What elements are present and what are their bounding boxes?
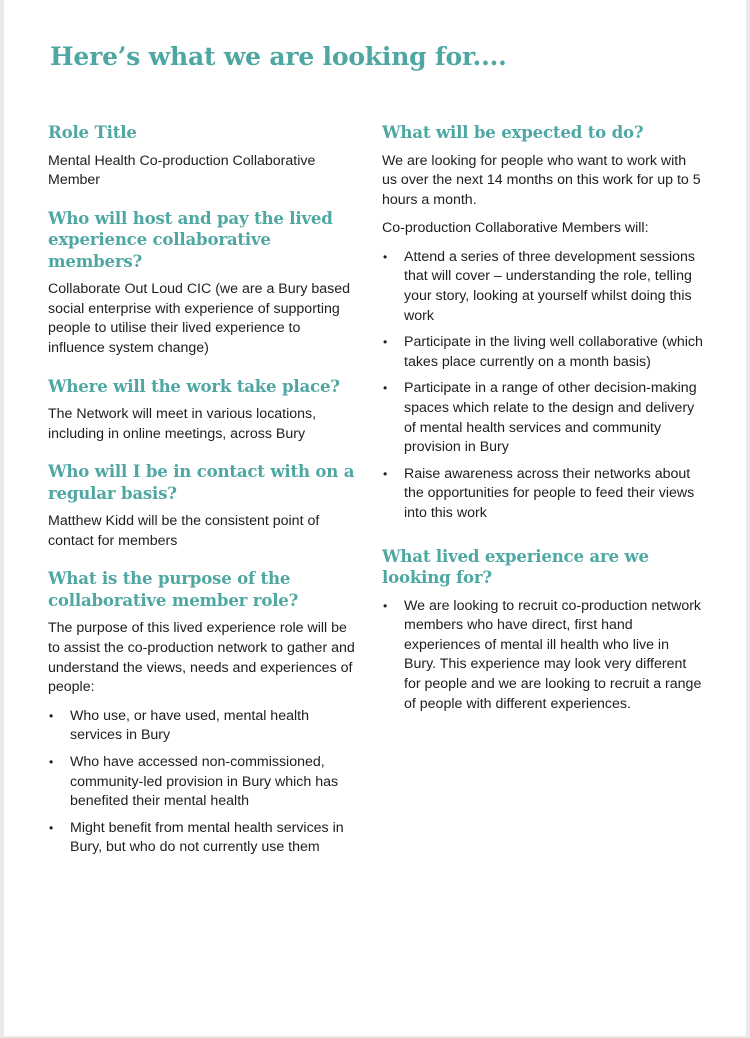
list-item xyxy=(382,597,704,715)
contact-text: Matthew Kidd will be the consistent point of contact for members xyxy=(48,513,320,549)
section-purpose xyxy=(48,568,360,858)
expected-bullet-list xyxy=(382,248,704,524)
list-item xyxy=(382,465,704,524)
expected-text-1: We are looking for people who want to work with us over the next 14 months on this work for up to 5 hours a month. xyxy=(382,152,701,208)
section-lived-experience xyxy=(382,546,704,715)
bullet-icon: • xyxy=(383,335,388,350)
list-item xyxy=(382,333,704,372)
contact-heading: Who will I be in contact with on a regular basis? xyxy=(48,461,355,503)
page-title: Here’s what we are looking for.... xyxy=(50,42,507,71)
list-item xyxy=(382,248,704,326)
bullet-text: Attend a series of three development sessions that will cover – understanding the role, telling your story, looking at yourself whilst doing this work xyxy=(404,248,696,324)
section-expected xyxy=(382,122,704,524)
document-page xyxy=(4,0,746,1036)
bullet-text: Who have accessed non-commissioned, community-led provision in Bury which has benefited their mental health xyxy=(70,754,339,810)
where-heading: Where will the work take place? xyxy=(48,375,340,396)
bullet-text: Participate in the living well collaborative (which takes place currently on a month basis) xyxy=(404,334,703,370)
bullet-icon: • xyxy=(49,708,54,723)
purpose-heading: What is the purpose of the collaborative member role? xyxy=(48,568,299,610)
lived-experience-heading: What lived experience are we looking for? xyxy=(382,545,649,588)
where-text: The Network will meet in various locations, including in online meetings, across Bury xyxy=(48,406,317,442)
bullet-text: Raise awareness across their networks about the opportunities for people to feed their views into this work xyxy=(404,465,695,521)
list-item xyxy=(48,707,360,746)
bullet-icon: • xyxy=(383,598,388,613)
lived-experience-bullet-list xyxy=(382,597,704,715)
bullet-icon: • xyxy=(49,755,54,769)
bullet-icon: • xyxy=(49,820,54,835)
list-item xyxy=(382,379,704,457)
host-text: Collaborate Out Loud CIC (we are a Bury based social enterprise with experience of supporting people to utilise their lived experience to influence system change) xyxy=(48,281,351,356)
expected-heading: What will be expected to do? xyxy=(382,122,644,142)
left-column xyxy=(48,122,360,875)
bullet-icon: • xyxy=(383,381,388,396)
section-contact xyxy=(48,461,360,551)
section-role-title xyxy=(48,122,360,191)
bullet-text: Participate in a range of other decision-making spaces which relate to the design and delivery of mental health services and community provision in Bury xyxy=(404,380,697,456)
list-item xyxy=(48,819,360,858)
right-column xyxy=(382,122,704,731)
purpose-text: The purpose of this lived experience role will be to assist the co-production network to gather and understand the views, needs and experiences of people: xyxy=(48,620,355,696)
expected-text-2: Co-production Collaborative Members will: xyxy=(382,220,649,237)
role-title-heading: Role Title xyxy=(48,122,137,142)
list-item xyxy=(48,753,360,812)
role-title-text: Mental Health Co-production Collaborative Member xyxy=(48,152,316,189)
host-heading: Who will host and pay the lived experience collaborative members? xyxy=(48,207,333,271)
bullet-text: Who use, or have used, mental health services in Bury xyxy=(70,707,309,744)
bullet-text: We are looking to recruit co-production network members who have direct, first hand experiences of mental ill health who live in Bury. This experience may look very different for people and we are looking to recruit a range of people with different experiences. xyxy=(404,597,702,712)
bullet-icon: • xyxy=(383,466,388,481)
bullet-text: Might benefit from mental health services in Bury, but who do not currently use them xyxy=(70,819,344,856)
bullet-icon: • xyxy=(383,249,388,264)
purpose-bullet-list xyxy=(48,707,360,858)
section-where xyxy=(48,376,360,445)
section-host xyxy=(48,208,360,359)
